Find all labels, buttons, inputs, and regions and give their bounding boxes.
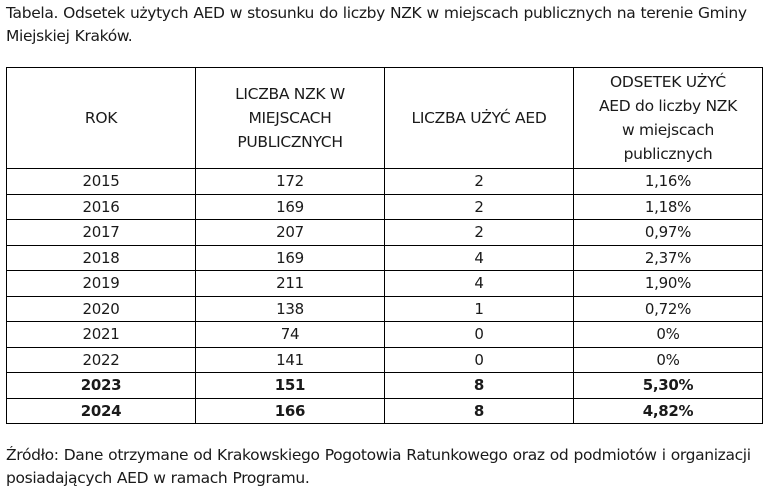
header-aed-uses: LICZBA UŻYĆ AED xyxy=(385,68,574,169)
table-row xyxy=(7,245,763,271)
header-nzk-count-label: LICZBA NZK W MIEJSCACH PUBLICZNYCH xyxy=(235,85,345,151)
cell-year: 2018 xyxy=(7,245,196,271)
table-header-row xyxy=(7,68,763,169)
cell-pct: 0,97% xyxy=(574,220,763,246)
cell-nzk: 169 xyxy=(196,245,385,271)
cell-nzk: 166 xyxy=(196,398,385,424)
header-percentage xyxy=(574,68,763,169)
cell-aed: 4 xyxy=(385,271,574,297)
header-percentage-label: ODSETEK UŻYĆ AED do liczby NZK w miejscach publicznych xyxy=(599,73,737,163)
cell-nzk: 141 xyxy=(196,347,385,373)
cell-aed: 0 xyxy=(385,322,574,348)
cell-pct: 1,90% xyxy=(574,271,763,297)
cell-year: 2022 xyxy=(7,347,196,373)
cell-nzk: 74 xyxy=(196,322,385,348)
cell-year: 2020 xyxy=(7,296,196,322)
table-caption: Tabela. Odsetek użytych AED w stosunku do liczby NZK w miejscach publicznych na terenie Gminy Miejskiej Kraków. xyxy=(6,4,747,45)
cell-pct: 0,72% xyxy=(574,296,763,322)
cell-nzk: 138 xyxy=(196,296,385,322)
table-row-highlighted xyxy=(7,398,763,424)
cell-pct: 2,37% xyxy=(574,245,763,271)
cell-pct: 1,16% xyxy=(574,169,763,195)
cell-nzk: 151 xyxy=(196,373,385,399)
cell-year: 2019 xyxy=(7,271,196,297)
cell-nzk: 172 xyxy=(196,169,385,195)
cell-pct: 5,30% xyxy=(574,373,763,399)
table-row xyxy=(7,296,763,322)
cell-aed: 8 xyxy=(385,373,574,399)
cell-year: 2017 xyxy=(7,220,196,246)
cell-year: 2021 xyxy=(7,322,196,348)
table-row xyxy=(7,347,763,373)
cell-nzk: 169 xyxy=(196,194,385,220)
source-note: Źródło: Dane otrzymane od Krakowskiego Pogotowia Ratunkowego oraz od podmiotów i organizacji posiadających AED w ramach Programu. xyxy=(6,446,751,487)
cell-aed: 2 xyxy=(385,194,574,220)
cell-pct: 0% xyxy=(574,322,763,348)
cell-aed: 4 xyxy=(385,245,574,271)
header-year: ROK xyxy=(7,68,196,169)
cell-aed: 0 xyxy=(385,347,574,373)
table-row xyxy=(7,169,763,195)
cell-aed: 1 xyxy=(385,296,574,322)
table-row xyxy=(7,194,763,220)
cell-pct: 0% xyxy=(574,347,763,373)
cell-pct: 1,18% xyxy=(574,194,763,220)
table-row xyxy=(7,322,763,348)
cell-year: 2023 xyxy=(7,373,196,399)
cell-aed: 8 xyxy=(385,398,574,424)
header-nzk-count xyxy=(196,68,385,169)
cell-year: 2016 xyxy=(7,194,196,220)
cell-year: 2024 xyxy=(7,398,196,424)
aed-usage-table xyxy=(6,67,763,424)
cell-year: 2015 xyxy=(7,169,196,195)
cell-aed: 2 xyxy=(385,169,574,195)
cell-nzk: 207 xyxy=(196,220,385,246)
table-row xyxy=(7,271,763,297)
cell-nzk: 211 xyxy=(196,271,385,297)
table-row-highlighted xyxy=(7,373,763,399)
cell-aed: 2 xyxy=(385,220,574,246)
table-body xyxy=(7,169,763,424)
table-row xyxy=(7,220,763,246)
cell-pct: 4,82% xyxy=(574,398,763,424)
